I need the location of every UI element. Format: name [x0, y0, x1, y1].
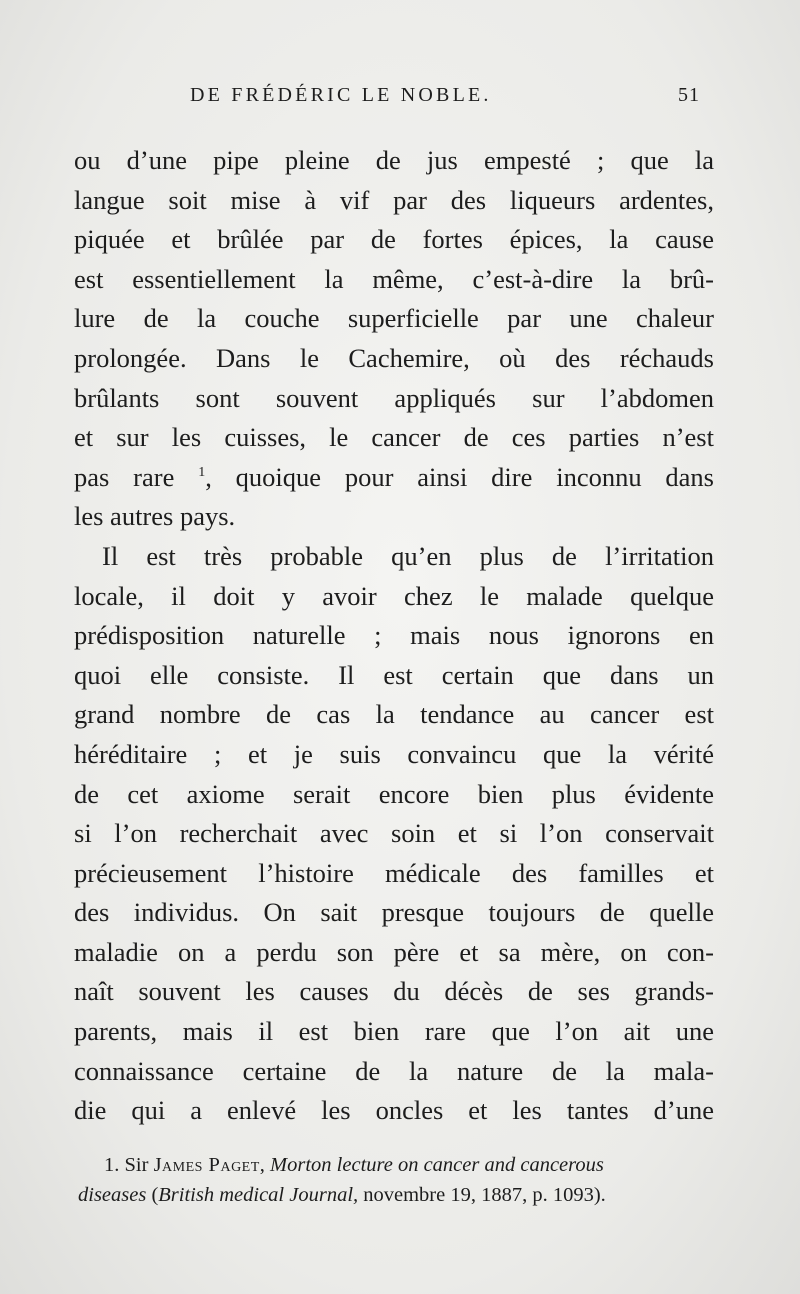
- text-line: des individus. On sait presque toujours de quelle: [74, 897, 714, 928]
- text-line: maladie on a perdu son père et sa mère, on con-: [74, 936, 714, 967]
- text-line: et sur les cuisses, le cancer de ces parties n’est: [74, 422, 714, 453]
- text-line: grand nombre de cas la tendance au cancer est: [74, 699, 714, 730]
- text-line: piquée et brûlée par de fortes épices, la cause: [74, 224, 714, 255]
- footnote-author: James Paget: [153, 1154, 260, 1176]
- text-line: parents, mais il est bien rare que l’on ait une: [74, 1016, 714, 1047]
- page-number: 51: [678, 84, 700, 106]
- text-line: die qui a enlevé les oncles et les tantes d’une: [74, 1095, 714, 1126]
- body-text: [74, 141, 714, 1131]
- footnote-line: [78, 1180, 718, 1210]
- text-line: les autres pays.: [74, 501, 236, 532]
- text-line: Il est très probable qu’en plus de l’irritation: [102, 540, 714, 571]
- text-line: connaissance certaine de la nature de la mala-: [74, 1055, 714, 1086]
- footnote-date: novembre 19, 1887, p. 1093).: [358, 1184, 606, 1206]
- footnote: [78, 1150, 718, 1210]
- footnote-title: Morton lecture on cancer and cancerous: [270, 1154, 604, 1176]
- text-line: quoi elle consiste. Il est certain que dans un: [74, 659, 714, 690]
- text-line: lure de la couche superficielle par une chaleur: [74, 303, 714, 334]
- text-line: héréditaire ; et je suis convaincu que la vérité: [74, 738, 714, 769]
- text-line: locale, il doit y avoir chez le malade quelque: [74, 580, 714, 611]
- text-fragment: pas rare: [74, 461, 199, 492]
- text-line: prédisposition naturelle ; mais nous ignorons en: [74, 620, 714, 651]
- page-header: [0, 84, 800, 114]
- footnote-reference: 1: [198, 464, 206, 480]
- text-line: si l’on recherchait avec soin et si l’on conservait: [74, 818, 714, 849]
- text-line: est essentiellement la même, c’est-à-dire la brû-: [74, 263, 714, 294]
- footnote-separator: ,: [259, 1154, 271, 1176]
- text-line: de cet axiome serait encore bien plus évidente: [74, 778, 714, 809]
- footnote-journal: British medical Journal,: [158, 1184, 359, 1206]
- footnote-number: 1. Sir: [104, 1154, 154, 1176]
- text-line: langue soit mise à vif par des liqueurs ardentes,: [74, 184, 714, 215]
- running-title: DE FRÉDÉRIC LE NOBLE.: [190, 84, 492, 106]
- footnote-title-cont: diseases: [78, 1184, 147, 1206]
- text-fragment: , quoique pour ainsi dire inconnu dans: [205, 461, 714, 492]
- text-line: ou d’une pipe pleine de jus empesté ; que la: [74, 145, 714, 175]
- footnote-paren: (: [146, 1184, 159, 1206]
- text-line: prolongée. Dans le Cachemire, où des réchauds: [74, 342, 714, 373]
- text-line: brûlants sont souvent appliqués sur l’abdomen: [74, 382, 714, 413]
- text-line: [74, 458, 714, 498]
- footnote-line: [78, 1150, 718, 1180]
- text-line: naît souvent les causes du décès de ses grands-: [74, 976, 714, 1007]
- text-line: précieusement l’histoire médicale des familles et: [74, 857, 714, 888]
